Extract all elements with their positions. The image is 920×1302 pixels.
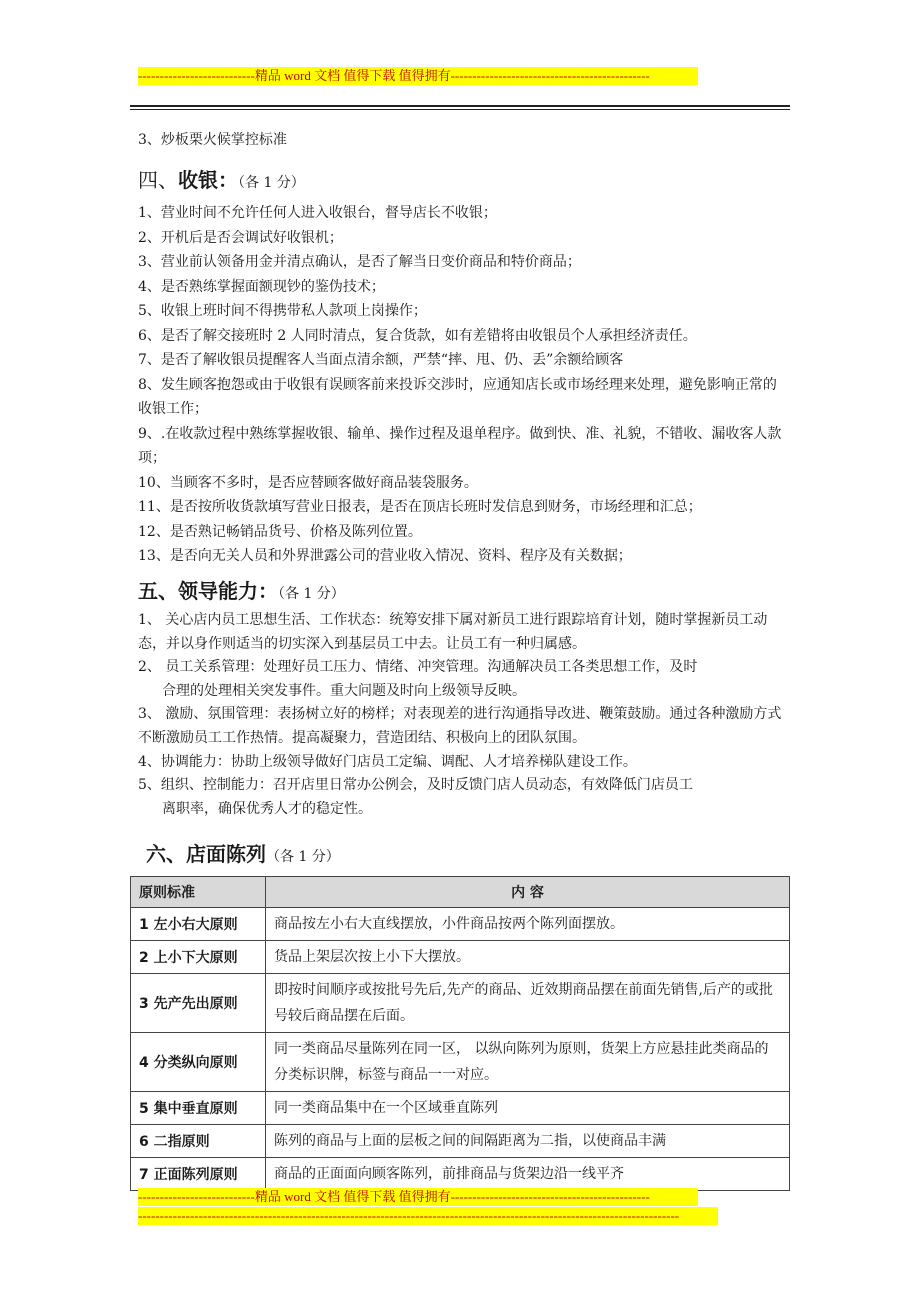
list-item: 9、.在收款过程中熟练掌握收银、输单、操作过程及退单程序。做到快、准、礼貌，不错收、漏收客人款项； xyxy=(138,425,782,466)
list-item: 10、当顾客不多时，是否应替顾客做好商品装袋服务。 xyxy=(138,474,478,491)
section-6-note: （各 1 分） xyxy=(266,849,340,865)
table-header-row xyxy=(131,877,790,908)
list-item: 7、是否了解收银员提醒客人当面点清余额，严禁“摔、甩、仍、丢”余额给顾客 xyxy=(138,352,624,368)
list-item: 8、发生顾客抱怨或由于收银有误顾客前来投诉交涉时，应通知店长或市场经理来处理，避免影响正常的收银工作； xyxy=(138,376,777,417)
section-5-heading xyxy=(138,575,345,604)
principle-cell: 1 左小右大原则 xyxy=(131,908,266,941)
list-item: 3、营业前认领备用金并清点确认，是否了解当日变价商品和特价商品； xyxy=(138,254,581,270)
list-item: 4、协调能力：协助上级领导做好门店员工定编、调配、人才培养梯队建设工作。 xyxy=(138,753,637,770)
section-4-note: （各 1 分） xyxy=(238,175,305,191)
content-cell: 货品上架层次按上小下大摆放。 xyxy=(266,941,790,974)
table-row xyxy=(131,908,790,941)
table-row xyxy=(131,1092,790,1125)
table-row xyxy=(131,941,790,974)
header-banner: ---------------------------精品 word 文档 值得下载 值得拥有---------------------------------------------- xyxy=(138,67,698,85)
section-4-title: 收银 xyxy=(178,168,218,192)
list-item: 13、是否向无关人员和外界泄露公司的营业收入情况、资料、程序及有关数据； xyxy=(138,548,632,564)
header-rule-thin xyxy=(130,109,790,110)
footer-banner: ---------------------------精品 word 文档 值得下载 值得拥有---------------------------------------------- xyxy=(138,1188,698,1206)
display-principles-table xyxy=(130,876,790,1191)
footer-banner-dashes: ----------------------------------------------------------------------------------------------------------------------------- xyxy=(138,1207,718,1225)
list-item: 3、 激励、氛围管理：表扬树立好的榜样；对表现差的进行沟通指导改进、鞭策鼓励。通过各种激励方式不断激励员工工作热情。提高凝聚力，营造团结、积极向上的团队氛围。 xyxy=(138,706,782,746)
content-cell: 即按时间顺序或按批号先后,先产的商品、近效期商品摆在前面先销售,后产的或批号较后商品摆在后面。 xyxy=(266,974,790,1033)
list-item: 1、营业时间不允许任何人进入收银台，督导店长不收银； xyxy=(138,205,497,221)
section-5-note: （各 1 分） xyxy=(278,586,345,602)
intro-item: 3、炒板栗火候掌控标准 xyxy=(138,132,287,148)
principle-cell: 6 二指原则 xyxy=(131,1125,266,1158)
content-cell: 同一类商品尽量陈列在同一区， 以纵向陈列为原则，货架上方应悬挂此类商品的分类标识牌，标签与商品一一对应。 xyxy=(266,1033,790,1092)
table-row xyxy=(131,1033,790,1092)
content-cell: 陈列的商品与上面的层板之间的间隔距离为二指，以使商品丰满 xyxy=(266,1125,790,1158)
list-item: 2、开机后是否会调试好收银机； xyxy=(138,229,343,246)
list-item: 5、组织、控制能力：召开店里日常办公例会，及时反馈门店人员动态，有效降低门店员工 xyxy=(138,777,693,794)
table-header-content: 内 容 xyxy=(266,877,790,908)
section-4-list xyxy=(138,201,788,569)
principle-cell: 5 集中垂直原则 xyxy=(131,1092,266,1125)
section-4-colon: ： xyxy=(218,168,238,192)
section-4-heading xyxy=(138,164,305,193)
section-5-colon: ： xyxy=(258,579,278,603)
list-item: 离职率，确保优秀人才的稳定性。 xyxy=(162,800,372,817)
table-row xyxy=(131,1158,790,1191)
list-item: 5、收银上班时间不得携带私人款项上岗操作； xyxy=(138,303,427,319)
list-item: 6、是否了解交接班时 2 人同时清点，复合货款，如有差错将由收银员个人承担经济责任。 xyxy=(138,327,697,344)
table-row xyxy=(131,974,790,1033)
content-cell: 商品按左小右大直线摆放，小件商品按两个陈列面摆放。 xyxy=(266,908,790,941)
section-5-list xyxy=(138,609,788,821)
section-6-title: 六、店面陈列 xyxy=(146,842,266,866)
list-item: 12、是否熟记畅销品货号、价格及陈列位置。 xyxy=(138,523,422,540)
principle-cell: 7 正面陈列原则 xyxy=(131,1158,266,1191)
principle-cell: 2 上小下大原则 xyxy=(131,941,266,974)
list-item: 合理的处理相关突发事件。重大问题及时向上级领导反映。 xyxy=(162,682,526,699)
list-item: 1、 关心店内员工思想生活、工作状态：统筹安排下属对新员工进行跟踪培育计划，随时掌握新员工动态，并以身作则适当的切实深入到基层员工中去。让员工有一种归属感。 xyxy=(138,612,768,652)
table-header-principle: 原则标准 xyxy=(131,877,266,908)
principle-cell: 3 先产先出原则 xyxy=(131,974,266,1033)
section-5-title: 五、领导能力 xyxy=(138,579,258,603)
list-item: 11、是否按所收货款填写营业日报表，是否在顶店长班时发信息到财务，市场经理和汇总； xyxy=(138,499,702,515)
content-cell: 同一类商品集中在一个区域垂直陈列 xyxy=(266,1092,790,1125)
content-cell: 商品的正面面向顾客陈列，前排商品与货架边沿一线平齐 xyxy=(266,1158,790,1191)
header-rule-thick xyxy=(130,105,790,107)
principle-cell: 4 分类纵向原则 xyxy=(131,1033,266,1092)
list-item: 4、是否熟练掌握面额现钞的鉴伪技术； xyxy=(138,278,385,295)
section-6-heading xyxy=(146,838,340,867)
list-item: 2、 员工关系管理：处理好员工压力、情绪、冲突管理。沟通解决员工各类思想工作，及时 xyxy=(138,659,698,676)
section-4-prefix: 四、 xyxy=(138,168,178,192)
table-row xyxy=(131,1125,790,1158)
